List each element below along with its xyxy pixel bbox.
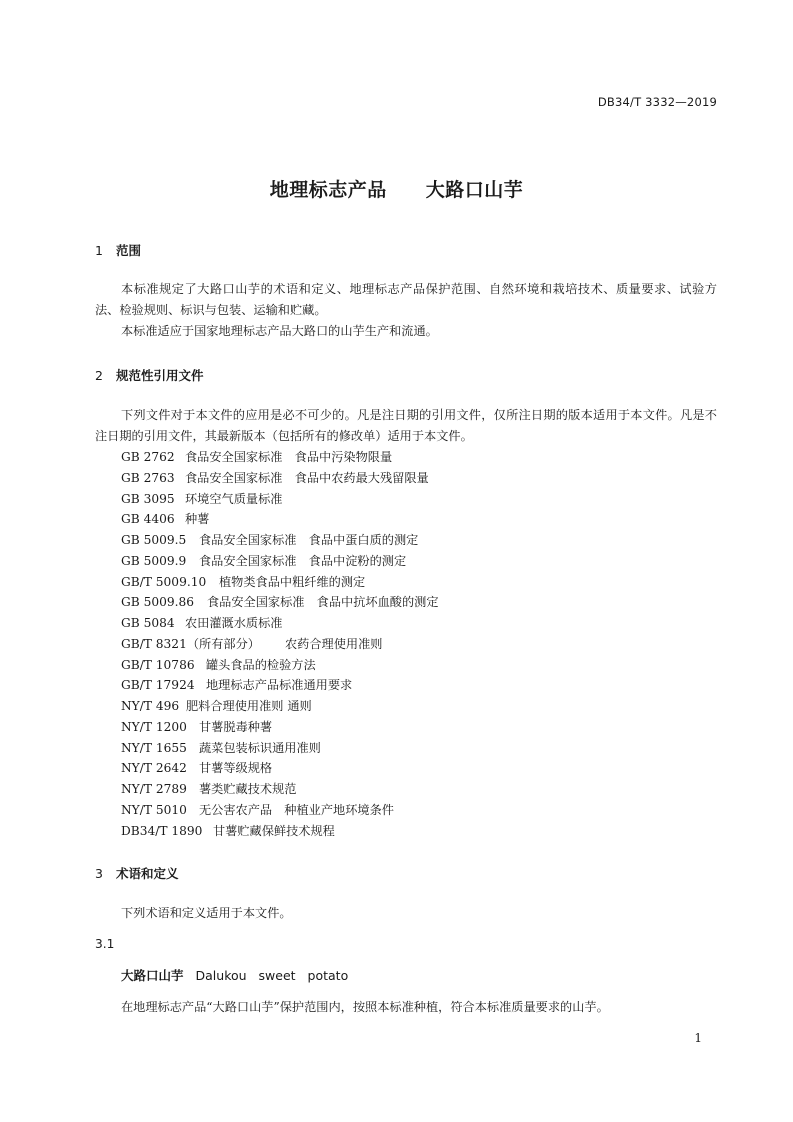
reference-item: [121, 468, 439, 489]
reference-title: 植物类食品中粗纤维的测定: [219, 574, 366, 589]
section-2-intro: 下列文件对于本文件的应用是必不可少的。凡是注日期的引用文件，仅所注日期的版本适用于本文件。凡是不注日期的引用文件，其最新版本（包括所有的修改单）适用于本文件。: [95, 408, 717, 443]
standard-code: DB34/T 3332—2019: [597, 95, 717, 109]
reference-title: 肥料合理使用准则 通则: [186, 699, 312, 713]
section-2-heading: [95, 366, 204, 384]
reference-title: 罐头食品的检验方法: [206, 657, 316, 672]
section-1-title: 范围: [116, 243, 142, 258]
section-3-intro: 下列术语和定义适用于本文件。: [121, 906, 292, 920]
section-3-title: 术语和定义: [116, 866, 179, 881]
reference-title: 无公害农产品 种植业产地环境条件: [199, 802, 394, 817]
reference-item: [121, 675, 439, 696]
reference-code: GB 4406: [121, 512, 175, 527]
reference-title: 食品安全国家标准 食品中抗坏血酸的测定: [207, 595, 439, 610]
reference-code: NY/T 496: [121, 699, 180, 713]
reference-code: GB/T 17924: [121, 678, 195, 693]
section-2-number: 2: [95, 368, 103, 383]
reference-code: NY/T 5010: [121, 802, 187, 817]
page-title: 地理标志产品 大路口山芋: [269, 179, 524, 201]
term-definition: 在地理标志产品“大路口山芋”保护范围内，按照本标准种植，符合本标准质量要求的山芋。: [121, 1000, 609, 1014]
section-2-title: 规范性引用文件: [116, 368, 204, 383]
reference-title: 地理标志产品标准通用要求: [206, 678, 353, 693]
reference-title: 甘薯脱毒种薯: [199, 719, 273, 734]
term-name-zh: 大路口山芋: [121, 968, 184, 983]
reference-item: [121, 530, 439, 551]
section-1-heading: [95, 241, 141, 259]
reference-list: [121, 447, 439, 841]
reference-code: GB/T 8321（所有部分）: [121, 636, 260, 651]
reference-item: [121, 821, 439, 842]
page-number: 1: [694, 1031, 702, 1045]
reference-item: [121, 779, 439, 800]
reference-item: [121, 572, 439, 593]
reference-item: [121, 509, 439, 530]
reference-code: GB 5009.5: [121, 533, 187, 547]
reference-item: [121, 738, 439, 759]
term-heading: [121, 966, 348, 984]
reference-item: [121, 447, 439, 468]
reference-code: GB 3095: [121, 491, 175, 506]
term-number: 3.1: [95, 937, 115, 951]
reference-item: [121, 655, 439, 676]
reference-code: GB/T 10786: [121, 657, 195, 672]
reference-title: 甘薯贮藏保鲜技术规程: [213, 823, 335, 838]
reference-code: NY/T 2789: [121, 782, 187, 796]
reference-title: 食品安全国家标准 食品中污染物限量: [185, 450, 393, 464]
reference-title: 薯类贮藏技术规范: [199, 782, 297, 796]
section-3-number: 3: [95, 866, 103, 881]
term-name-en: Dalukou sweet potato: [195, 968, 349, 983]
reference-title: 农田灌溉水质标准: [185, 616, 283, 630]
reference-code: DB34/T 1890: [121, 823, 203, 838]
reference-title: 农药合理使用准则: [285, 636, 383, 651]
reference-code: GB 5009.9: [121, 553, 187, 568]
reference-title: 环境空气质量标准: [185, 491, 283, 506]
section-3-heading: [95, 864, 179, 882]
reference-item: [121, 800, 439, 821]
reference-code: GB/T 5009.10: [121, 574, 207, 589]
section-1-paragraph-1: 本标准规定了大路口山芋的术语和定义、地理标志产品保护范围、自然环境和栽培技术、质量要求、试验方法、检验规则、标识与包装、运输和贮藏。: [95, 282, 717, 317]
reference-title: 食品安全国家标准 食品中蛋白质的测定: [199, 533, 419, 547]
reference-title: 食品安全国家标准 食品中淀粉的测定: [199, 553, 407, 568]
reference-item: [121, 489, 439, 510]
section-1-number: 1: [95, 243, 103, 258]
section-1-paragraph-2: 本标准适应于国家地理标志产品大路口的山芋生产和流通。: [121, 324, 438, 338]
reference-code: GB 5084: [121, 616, 175, 630]
reference-code: GB 2762: [121, 450, 175, 464]
reference-title: 甘薯等级规格: [199, 761, 273, 776]
reference-code: GB 2763: [121, 470, 175, 485]
reference-item: [121, 634, 439, 655]
reference-item: [121, 758, 439, 779]
reference-code: NY/T 2642: [121, 761, 187, 776]
reference-code: NY/T 1200: [121, 719, 187, 734]
reference-item: [121, 696, 439, 717]
reference-title: 种薯: [185, 512, 210, 527]
reference-item: [121, 717, 439, 738]
reference-title: 蔬菜包装标识通用准则: [199, 740, 321, 755]
reference-item: [121, 551, 439, 572]
reference-item: [121, 592, 439, 613]
reference-code: GB 5009.86: [121, 595, 194, 610]
reference-item: [121, 613, 439, 634]
reference-code: NY/T 1655: [121, 740, 187, 755]
reference-title: 食品安全国家标准 食品中农药最大残留限量: [185, 470, 429, 485]
